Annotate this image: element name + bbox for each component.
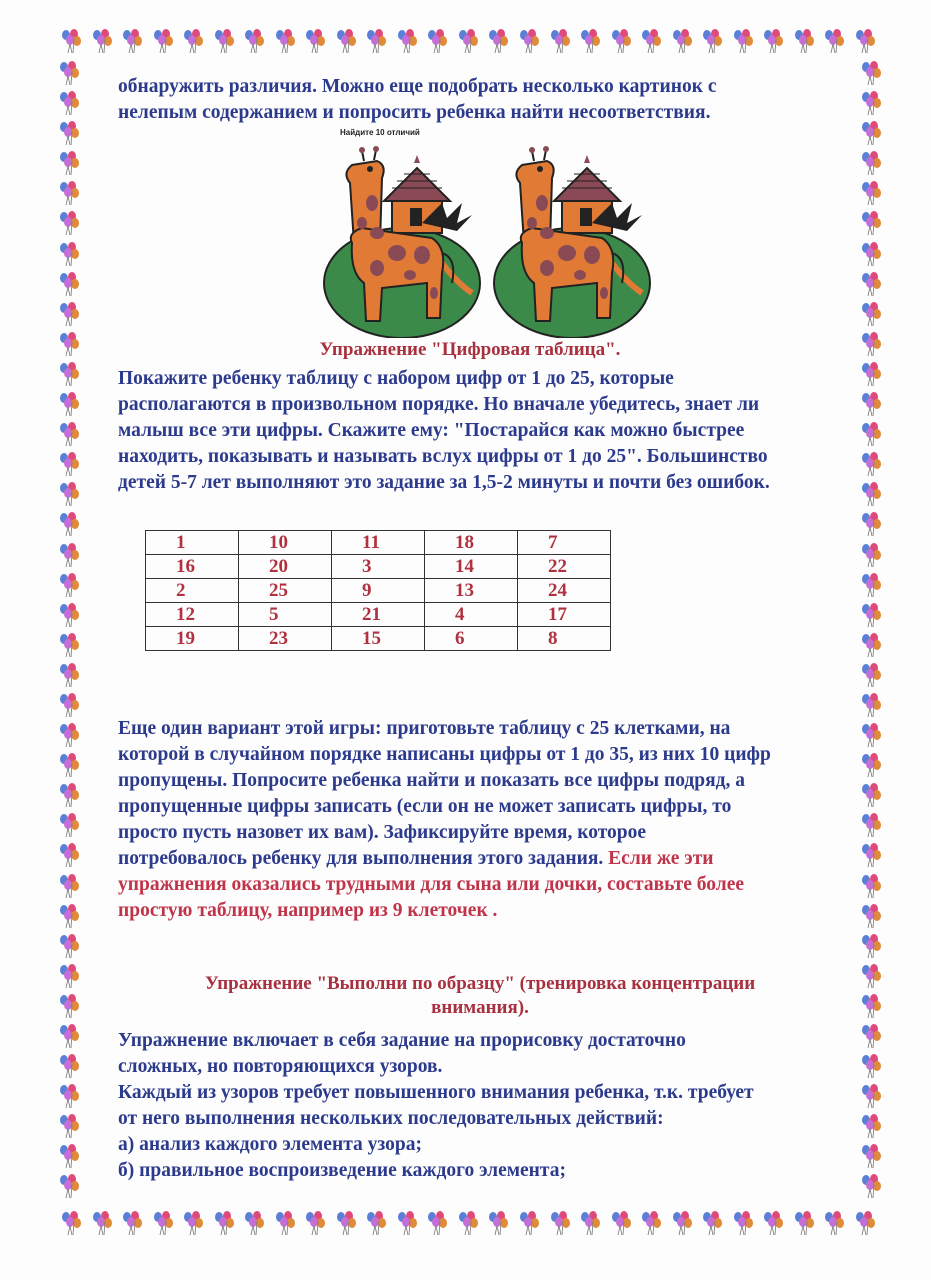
balloon-icon: [56, 271, 82, 297]
table-cell: 13: [425, 579, 518, 603]
balloon-icon: [852, 1210, 878, 1236]
table-row: [146, 627, 611, 651]
table-cell: 16: [146, 555, 239, 579]
balloon-icon: [56, 60, 82, 86]
balloon-icon: [119, 28, 145, 54]
balloon-icon: [56, 1113, 82, 1139]
balloon-icon: [858, 873, 884, 899]
balloon-icon: [56, 391, 82, 417]
balloon-icon: [424, 1210, 450, 1236]
table-row: [146, 603, 611, 627]
text-line: детей 5-7 лет выполняют это задание за 1,5-2 минуты и почти без ошибок.: [118, 472, 770, 493]
table-cell: 24: [518, 579, 611, 603]
balloon-icon: [56, 511, 82, 537]
balloon-icon: [56, 933, 82, 959]
balloon-icon: [858, 301, 884, 327]
balloon-icon: [363, 28, 389, 54]
balloon-icon: [858, 1173, 884, 1199]
highlight-span: Если же эти: [608, 848, 714, 869]
table-cell: 6: [425, 627, 518, 651]
text-line: сложных, но повторяющихся узоров.: [118, 1056, 443, 1077]
balloon-icon: [180, 28, 206, 54]
balloon-icon: [424, 28, 450, 54]
table-cell: 1: [146, 531, 239, 555]
balloon-icon: [56, 572, 82, 598]
balloon-icon: [211, 1210, 237, 1236]
table-row: [146, 531, 611, 555]
balloon-icon: [56, 903, 82, 929]
balloon-icon: [56, 301, 82, 327]
table-cell: 14: [425, 555, 518, 579]
balloon-icon: [730, 1210, 756, 1236]
balloon-icon: [56, 722, 82, 748]
balloon-icon: [821, 28, 847, 54]
balloon-icon: [56, 150, 82, 176]
balloon-icon: [791, 1210, 817, 1236]
balloon-icon: [150, 1210, 176, 1236]
balloon-icon: [56, 481, 82, 507]
balloon-icon: [56, 542, 82, 568]
exercise-pattern-title-line: Упражнение "Выполни по образцу" (тренировка концентрации: [204, 973, 756, 994]
balloon-icon: [760, 1210, 786, 1236]
text-line: [118, 846, 838, 872]
table-cell: 2: [146, 579, 239, 603]
text-span: потребовалось ребенку для выполнения этого задания.: [118, 848, 609, 869]
balloon-icon: [858, 662, 884, 688]
balloon-icon: [394, 28, 420, 54]
balloon-icon: [858, 782, 884, 808]
balloon-icon: [669, 1210, 695, 1236]
text-line: которой в случайном порядке написаны цифры от 1 до 35, из них 10 цифр: [118, 744, 771, 765]
balloon-icon: [858, 933, 884, 959]
balloon-icon: [638, 28, 664, 54]
balloon-icon: [56, 812, 82, 838]
balloon-icon: [858, 391, 884, 417]
balloon-icon: [858, 361, 884, 387]
balloon-icon: [455, 28, 481, 54]
balloon-icon: [858, 1023, 884, 1049]
balloon-icon: [272, 28, 298, 54]
text-line: Покажите ребенку таблицу с набором цифр от 1 до 25, которые: [118, 368, 674, 389]
balloon-icon: [608, 1210, 634, 1236]
balloon-icon: [858, 1113, 884, 1139]
text-line: пропущенные цифры записать (если он не может записать цифры, то: [118, 796, 732, 817]
balloon-icon: [699, 1210, 725, 1236]
balloon-icon: [211, 28, 237, 54]
balloon-icon: [302, 28, 328, 54]
balloon-icon: [56, 180, 82, 206]
table-cell: 22: [518, 555, 611, 579]
balloon-icon: [56, 873, 82, 899]
balloon-icon: [333, 1210, 359, 1236]
balloon-icon: [180, 1210, 206, 1236]
balloon-icon: [858, 120, 884, 146]
balloon-icon: [485, 28, 511, 54]
balloon-icon: [58, 1210, 84, 1236]
balloon-icon: [858, 511, 884, 537]
balloon-icon: [858, 692, 884, 718]
exercise-digit-table-title: Упражнение "Цифровая таблица".: [319, 339, 621, 360]
text-line: а) анализ каждого элемента узора;: [118, 1134, 422, 1155]
balloon-icon: [56, 692, 82, 718]
balloon-icon: [272, 1210, 298, 1236]
exercise-pattern-title-line: внимания).: [431, 997, 529, 1018]
balloon-icon: [89, 28, 115, 54]
balloon-icon: [858, 331, 884, 357]
balloon-icon: [56, 842, 82, 868]
text-line: малыш все эти цифры. Скажите ему: "Постарайся как можно быстрее: [118, 420, 745, 441]
balloon-icon: [241, 1210, 267, 1236]
balloon-icon: [56, 90, 82, 116]
balloon-icon: [858, 421, 884, 447]
table-cell: 8: [518, 627, 611, 651]
balloon-icon: [150, 28, 176, 54]
variant-paragraph: [118, 716, 838, 924]
balloon-icon: [791, 28, 817, 54]
balloon-icon: [56, 632, 82, 658]
balloon-icon: [858, 722, 884, 748]
balloon-icon: [56, 662, 82, 688]
table-cell: 20: [239, 555, 332, 579]
balloon-icon: [455, 1210, 481, 1236]
balloon-icon: [394, 1210, 420, 1236]
text-line: располагаются в произвольном порядке. Но вначале убедитесь, знает ли: [118, 394, 760, 415]
balloon-icon: [333, 28, 359, 54]
balloon-icon: [577, 1210, 603, 1236]
table-cell: 15: [332, 627, 425, 651]
balloon-icon: [821, 1210, 847, 1236]
balloon-icon: [56, 752, 82, 778]
balloon-icon: [56, 1143, 82, 1169]
balloon-icon: [858, 602, 884, 628]
balloon-icon: [858, 1053, 884, 1079]
table-cell: 18: [425, 531, 518, 555]
balloon-icon: [56, 993, 82, 1019]
balloon-icon: [858, 451, 884, 477]
balloon-icon: [760, 28, 786, 54]
balloon-icon: [730, 28, 756, 54]
balloon-icon: [858, 150, 884, 176]
text-line: б) правильное воспроизведение каждого элемента;: [118, 1160, 566, 1181]
balloon-icon: [858, 1143, 884, 1169]
balloon-icon: [56, 1173, 82, 1199]
table-cell: 19: [146, 627, 239, 651]
table-cell: 11: [332, 531, 425, 555]
digit-table: [145, 530, 611, 651]
balloon-icon: [858, 842, 884, 868]
balloon-icon: [858, 903, 884, 929]
balloon-icon: [56, 451, 82, 477]
exercise-pattern-paragraph: [118, 1028, 838, 1184]
balloon-icon: [56, 120, 82, 146]
table-cell: 3: [332, 555, 425, 579]
balloon-icon: [56, 210, 82, 236]
balloon-icon: [56, 331, 82, 357]
balloon-icon: [858, 572, 884, 598]
balloon-icon: [56, 963, 82, 989]
balloon-icon: [56, 782, 82, 808]
balloon-icon: [858, 60, 884, 86]
balloon-icon: [858, 1083, 884, 1109]
balloon-icon: [485, 1210, 511, 1236]
text-line: Каждый из узоров требует повышенного внимания ребенка, т.к. требует: [118, 1082, 754, 1103]
table-row: [146, 579, 611, 603]
exercise-pattern-title: [140, 972, 820, 1020]
table-row: [146, 555, 611, 579]
balloon-icon: [58, 28, 84, 54]
balloon-icon: [363, 1210, 389, 1236]
balloon-icon: [56, 421, 82, 447]
text-line: пропущены. Попросите ребенка найти и показать все цифры подряд, а: [118, 770, 746, 791]
balloon-icon: [858, 210, 884, 236]
table-cell: 12: [146, 603, 239, 627]
balloon-icon: [858, 180, 884, 206]
table-cell: 9: [332, 579, 425, 603]
intro-paragraph: [118, 74, 818, 126]
table-cell: 23: [239, 627, 332, 651]
balloon-border-left: [56, 60, 86, 1200]
text-line: Еще один вариант этой игры: приготовьте таблицу с 25 клетками, на: [118, 718, 731, 739]
balloon-icon: [547, 28, 573, 54]
balloon-icon: [577, 28, 603, 54]
balloon-icon: [56, 602, 82, 628]
balloon-icon: [858, 993, 884, 1019]
balloon-icon: [858, 481, 884, 507]
table-cell: 17: [518, 603, 611, 627]
balloon-icon: [516, 28, 542, 54]
table-cell: 4: [425, 603, 518, 627]
balloon-border-top: [58, 28, 878, 58]
balloon-icon: [858, 241, 884, 267]
table-cell: 25: [239, 579, 332, 603]
table-cell: 5: [239, 603, 332, 627]
balloon-icon: [56, 1053, 82, 1079]
balloon-icon: [858, 752, 884, 778]
balloon-border-right: [858, 60, 888, 1200]
balloon-icon: [608, 28, 634, 54]
table-cell: 21: [332, 603, 425, 627]
text-line: находить, показывать и называть вслух цифры от 1 до 25". Большинство: [118, 446, 768, 467]
exercise-digit-table-paragraph: [118, 366, 838, 496]
balloon-icon: [56, 1083, 82, 1109]
balloon-icon: [89, 1210, 115, 1236]
balloon-icon: [302, 1210, 328, 1236]
balloon-icon: [56, 241, 82, 267]
balloon-icon: [119, 1210, 145, 1236]
text-line: от него выполнения нескольких последовательных действий:: [118, 1108, 664, 1129]
text-line: просто пусть назовет их вам). Зафиксируйте время, которое: [118, 822, 647, 843]
intro-line: обнаружить различия. Можно еще подобрать несколько картинок с: [118, 76, 717, 97]
balloon-icon: [858, 542, 884, 568]
balloon-icon: [858, 271, 884, 297]
balloon-icon: [858, 812, 884, 838]
figure-caption: Найдите 10 отличий: [340, 128, 420, 137]
balloon-icon: [699, 28, 725, 54]
balloon-icon: [241, 28, 267, 54]
balloon-icon: [858, 632, 884, 658]
balloon-icon: [638, 1210, 664, 1236]
balloon-border-bottom: [58, 1210, 878, 1240]
text-line: упражнения оказались трудными для сына или дочки, составьте более: [118, 874, 745, 895]
balloon-icon: [547, 1210, 573, 1236]
balloon-icon: [669, 28, 695, 54]
balloon-icon: [858, 963, 884, 989]
text-line: простую таблицу, например из 9 клеточек .: [118, 900, 498, 921]
balloon-icon: [56, 1023, 82, 1049]
table-cell: 10: [239, 531, 332, 555]
table-cell: 7: [518, 531, 611, 555]
balloon-icon: [852, 28, 878, 54]
intro-line: нелепым содержанием и попросить ребенка найти несоответствия.: [118, 102, 711, 123]
balloon-icon: [56, 361, 82, 387]
giraffe-spot-the-difference-image: [322, 138, 662, 338]
text-line: Упражнение включает в себя задание на прорисовку достаточно: [118, 1030, 686, 1051]
balloon-icon: [858, 90, 884, 116]
balloon-icon: [516, 1210, 542, 1236]
